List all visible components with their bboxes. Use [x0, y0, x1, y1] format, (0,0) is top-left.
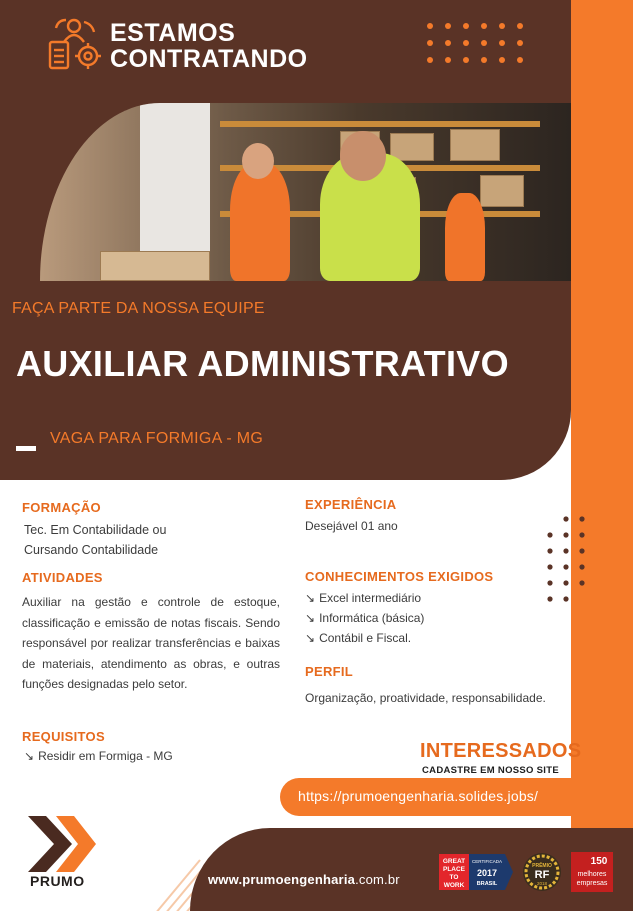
hiring-title: [110, 20, 308, 72]
prumo-logo-text: PRUMO: [30, 873, 85, 889]
job-title: AUXILIAR ADMINISTRATIVO: [16, 343, 509, 384]
conhecimentos-heading: CONHECIMENTOS EXIGIDOS: [305, 569, 494, 584]
gptw-line3: TO: [449, 874, 459, 881]
website-bold: www.prumoengenharia: [208, 872, 356, 887]
hiring-title-line1: ESTAMOS: [110, 19, 236, 47]
formacao-text: [24, 520, 166, 560]
dot-pattern-side: [546, 515, 586, 611]
experiencia-text: Desejável 01 ano: [305, 519, 398, 533]
perfil-heading: PERFIL: [305, 664, 354, 679]
website-suffix: .com.br: [355, 872, 400, 887]
perfil-text: Organização, proatividade, responsabilidade.: [305, 691, 546, 705]
requisitos-item: [24, 746, 173, 766]
arrow-icon: ↘: [305, 611, 316, 625]
gptw-line2: PLACE: [442, 866, 466, 873]
formacao-line: Cursando Contabilidade: [24, 543, 159, 557]
recruitment-icon: [46, 16, 104, 72]
melhores-line2: empresas: [576, 880, 608, 887]
arrow-icon: ↘: [305, 591, 316, 605]
formacao-line: Tec. Em Contabilidade ou: [24, 523, 167, 537]
conhecimentos-list: [305, 588, 424, 648]
melhores-empresas-badge: [571, 852, 613, 892]
prumo-logo-icon: [20, 814, 100, 874]
jobs-url-link[interactable]: https://prumoengenharia.solides.jobs/: [298, 788, 539, 804]
formacao-heading: FORMAÇÃO: [22, 500, 101, 515]
premio-letters: RF: [534, 869, 550, 881]
arrow-icon: ↘: [305, 631, 316, 645]
conhecimentos-item: [305, 588, 424, 608]
premio-label: PRÊMIO: [532, 863, 552, 869]
dot-pattern-top: [426, 22, 530, 66]
location-dash: [16, 446, 36, 451]
melhores-line1: melhores: [577, 871, 607, 878]
gptw-cert: CERTIFICADA: [472, 859, 502, 864]
premio-year: 2018: [536, 881, 548, 886]
experiencia-heading: EXPERIÊNCIA: [305, 497, 397, 512]
conhecimentos-item-text: Excel intermediário: [319, 591, 422, 605]
requisitos-heading: REQUISITOS: [22, 729, 105, 744]
requisitos-item-text: Residir em Formiga - MG: [38, 749, 173, 763]
gptw-year: 2017: [476, 868, 498, 878]
premio-rf-badge: [522, 852, 562, 892]
gptw-country: BRASIL: [476, 881, 498, 887]
footer-panel: [190, 828, 633, 911]
job-location: VAGA PARA FORMIGA - MG: [50, 430, 264, 447]
conhecimentos-item-text: Informática (básica): [319, 611, 425, 625]
atividades-text: Auxiliar na gestão e controle de estoque, classificação e emissão de notas fiscais. Sendo responsável por realizar transferências e baixas de materiais, atendimento as obras, e outras funções designadas pelo setor.: [22, 595, 280, 691]
conhecimentos-item: [305, 628, 424, 648]
atividades-heading: ATIVIDADES: [22, 570, 103, 585]
orange-side-stripe: [571, 0, 633, 911]
join-team-subtitle: FAÇA PARTE DA NOSSA EQUIPE: [12, 300, 265, 317]
hiring-title-line2: CONTRATANDO: [110, 45, 308, 73]
warehouse-photo: [40, 103, 571, 281]
gptw-badge: [439, 852, 513, 892]
conhecimentos-item: [305, 608, 424, 628]
website-link[interactable]: [208, 872, 400, 887]
gptw-line1: GREAT: [442, 858, 466, 865]
melhores-number: 150: [590, 856, 608, 867]
register-subtitle: CADASTRE EM NOSSO SITE: [422, 765, 559, 776]
conhecimentos-item-text: Contábil e Fiscal.: [319, 631, 412, 645]
arrow-icon: ↘: [24, 749, 35, 763]
interested-heading: INTERESSADOS: [420, 740, 582, 762]
gptw-line4: WORK: [443, 882, 465, 889]
